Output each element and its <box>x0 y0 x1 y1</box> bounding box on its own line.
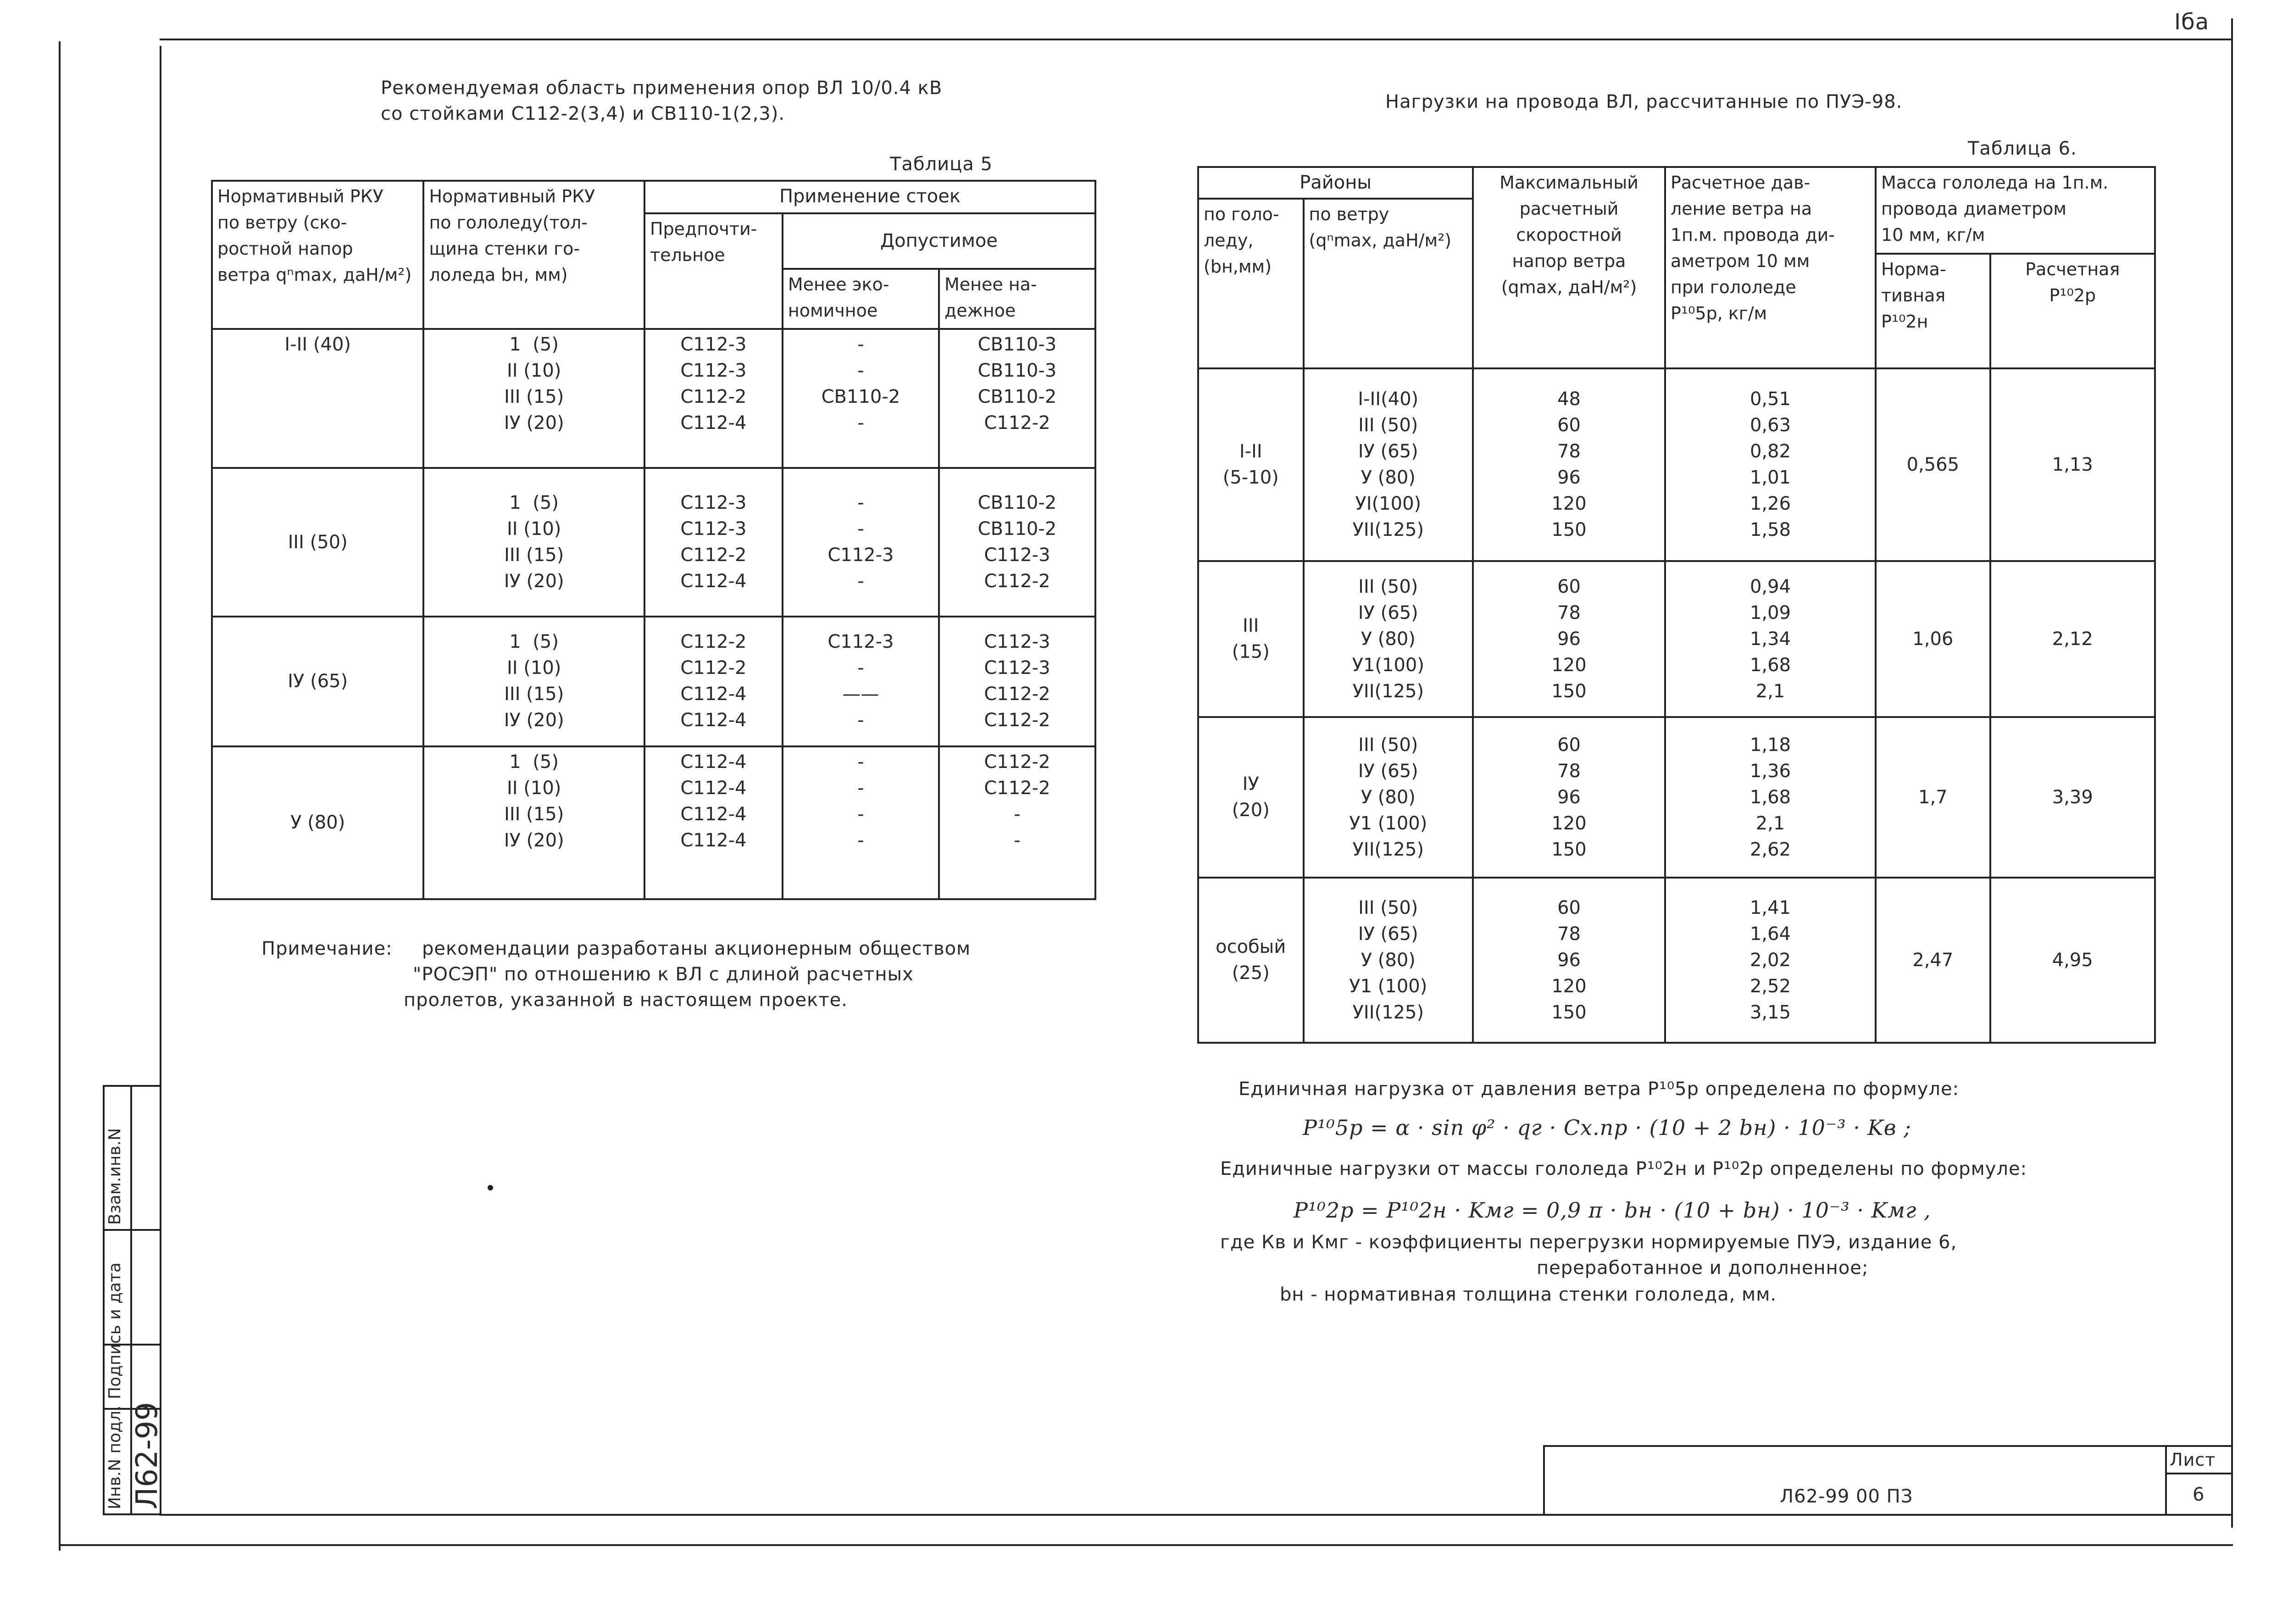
t6-row <box>1198 368 2155 561</box>
side-sign-label: Подпись и дата <box>106 1262 124 1399</box>
right-border <box>2231 18 2233 1528</box>
side-vzam-label: Взам.инв.N <box>106 1128 124 1225</box>
t5-cell-econ: С112-3 - —— - <box>783 617 939 746</box>
formula1-text: Единичная нагрузка от давления ветра P¹⁰5р определена по формуле: <box>1238 1079 1960 1100</box>
t5-cell-pref: С112-3 С112-3 С112-2 С112-4 <box>644 329 783 468</box>
t5-cell-ice: 1 (5) II (10) III (15) IУ (20) <box>423 329 644 468</box>
t5-cell-wind: У (80) <box>212 746 423 899</box>
t6-header-wind: по ветру (qⁿmax, даН/м²) <box>1304 199 1473 368</box>
right-heading: Нагрузки на провода ВЛ, рассчитанные по ПУЭ-98. <box>1385 91 1903 112</box>
t6-cell-calc: 3,39 <box>1990 717 2155 878</box>
table5-label: Таблица 5 <box>890 154 993 175</box>
t6-cell-press: 1,41 1,64 2,02 2,52 3,15 <box>1665 878 1876 1043</box>
t5-cell-pref: С112-4 С112-4 С112-4 С112-4 <box>644 746 783 899</box>
t6-header-calc: Расчетная P¹⁰2р <box>1990 254 2155 368</box>
stamp-doc-code: Л62-99 00 ПЗ <box>1780 1486 1913 1507</box>
stray-dot <box>488 1185 493 1190</box>
t6-row <box>1198 561 2155 717</box>
t5-row <box>212 617 1095 746</box>
t6-cell-wind: I-II(40) III (50) IУ (65) У (80) УI(100) УII(125) <box>1304 368 1473 561</box>
t5-cell-rel: С112-3 С112-3 С112-2 С112-2 <box>939 617 1095 746</box>
t5-cell-wind: I-II (40) <box>212 329 423 468</box>
t6-cell-calc: 2,12 <box>1990 561 2155 717</box>
t6-cell-press: 0,94 1,09 1,34 1,68 2,1 <box>1665 561 1876 717</box>
t5-cell-ice: 1 (5) II (10) III (15) IУ (20) <box>423 746 644 899</box>
t6-header-press: Расчетное дав- ление ветра на 1п.м. провода ди- аметром 10 мм при гололеде P¹⁰5р, кг/м <box>1665 167 1876 368</box>
t6-row <box>1198 878 2155 1043</box>
t6-header-max: Максимальный расчетный скоростной напор ветра (qmax, даН/м²) <box>1473 167 1665 368</box>
where-line3: bн - нормативная толщина стенки гололеда, мм. <box>1280 1284 1777 1305</box>
t5-row <box>212 746 1095 899</box>
t6-header-ice: по голо- леду, (bн,мм) <box>1198 199 1304 368</box>
t5-cell-rel: СВ110-2 СВ110-2 С112-3 С112-2 <box>939 468 1095 616</box>
t5-cell-rel: С112-2 С112-2 - - <box>939 746 1095 899</box>
note-line2: "РОСЭП" по отношению к ВЛ с длиной расчетных <box>413 964 914 985</box>
stamp-sheet-label: Лист <box>2170 1450 2216 1470</box>
t6-header-regions: Районы <box>1198 167 1473 199</box>
outer-left-border <box>59 41 61 1551</box>
t5-header-less-econ: Менее эко- номичное <box>783 269 939 329</box>
table6-label: Таблица 6. <box>1968 138 2077 159</box>
stamp-divider <box>2165 1445 2167 1514</box>
t5-cell-rel: СВ110-3 СВ110-3 СВ110-2 С112-2 <box>939 329 1095 468</box>
t6-cell-ice: I-II (5-10) <box>1198 368 1304 561</box>
left-heading-line1: Рекомендуемая область применения опор ВЛ 10/0.4 кВ <box>381 78 943 99</box>
t6-cell-norm: 0,565 <box>1876 368 1990 561</box>
formula2-text: Единичные нагрузки от массы гололеда P¹⁰2н и P¹⁰2р определены по формуле: <box>1220 1158 2027 1179</box>
t5-row <box>212 329 1095 468</box>
t6-header-norm: Норма- тивная P¹⁰2н <box>1876 254 1990 368</box>
t5-cell-econ: - - - - <box>783 746 939 899</box>
t6-cell-norm: 1,7 <box>1876 717 1990 878</box>
top-border <box>160 39 2233 40</box>
t6-cell-norm: 2,47 <box>1876 878 1990 1043</box>
where-line1: где Кв и Кмг - коэффициенты перегрузки нормируемые ПУЭ, издание 6, <box>1220 1232 1957 1253</box>
t5-header-wind: Нормативный РКУ по ветру (ско- ростной напор ветра qⁿmax, даН/м²) <box>212 181 423 329</box>
corner-tab: Iба <box>2174 9 2210 35</box>
t6-cell-ice: III (15) <box>1198 561 1304 717</box>
note-label: Примечание: <box>261 938 393 959</box>
t5-cell-ice: 1 (5) II (10) III (15) IУ (20) <box>423 468 644 616</box>
t6-cell-wind: III (50) IУ (65) У (80) У1 (100) УII(125) <box>1304 878 1473 1043</box>
t6-row <box>1198 717 2155 878</box>
formula2: P¹⁰2р = P¹⁰2н · Kмг = 0,9 π · bн · (10 + bн) · 10⁻³ · Kмг , <box>1294 1198 1931 1223</box>
where-line2: переработанное и дополненное; <box>1537 1257 1869 1279</box>
t6-cell-ice: IУ (20) <box>1198 717 1304 878</box>
t6-cell-max: 60 78 96 120 150 <box>1473 717 1665 878</box>
table-6 <box>1197 166 2156 1044</box>
t5-header-allowed: Допустимое <box>783 213 1095 269</box>
t6-cell-max: 60 78 96 120 150 <box>1473 878 1665 1043</box>
side-inv-label: Инв.N подл. <box>106 1405 124 1509</box>
t5-cell-wind: IУ (65) <box>212 617 423 746</box>
t5-cell-econ: - - СВ110-2 - <box>783 329 939 468</box>
t5-row <box>212 468 1095 616</box>
t5-cell-pref: С112-3 С112-3 С112-2 С112-4 <box>644 468 783 616</box>
formula1: P¹⁰5р = α · sin φ² · qг · Cx.пр · (10 + 2 bн) · 10⁻³ · Kв ; <box>1303 1115 1911 1140</box>
note-line3: пролетов, указанной в настоящем проекте. <box>404 990 848 1011</box>
t6-cell-press: 0,51 0,63 0,82 1,01 1,26 1,58 <box>1665 368 1876 561</box>
t6-cell-calc: 1,13 <box>1990 368 2155 561</box>
t5-header-less-rel: Менее на- дежное <box>939 269 1095 329</box>
t6-cell-wind: III (50) IУ (65) У (80) У1 (100) УII(125) <box>1304 717 1473 878</box>
table-5 <box>211 180 1096 900</box>
t5-cell-pref: С112-2 С112-2 С112-4 С112-4 <box>644 617 783 746</box>
t6-cell-press: 1,18 1,36 1,68 2,1 2,62 <box>1665 717 1876 878</box>
t6-header-mass: Масса гололеда на 1п.м. провода диаметром 10 мм, кг/м <box>1876 167 2155 254</box>
t5-cell-wind: III (50) <box>212 468 423 616</box>
left-heading-line2: со стойками С112-2(3,4) и СВ110-1(2,3). <box>381 103 785 124</box>
t6-cell-max: 48 60 78 96 120 150 <box>1473 368 1665 561</box>
t5-cell-econ: - - С112-3 - <box>783 468 939 616</box>
t6-cell-max: 60 78 96 120 150 <box>1473 561 1665 717</box>
t6-cell-wind: III (50) IУ (65) У (80) У1(100) УII(125) <box>1304 561 1473 717</box>
t6-cell-calc: 4,95 <box>1990 878 2155 1043</box>
t5-header-ice: Нормативный РКУ по гололеду(тол- щина стенки го- лоледа bн, мм) <box>423 181 644 329</box>
t6-cell-norm: 1,06 <box>1876 561 1990 717</box>
stamp-sheet-number: 6 <box>2193 1484 2205 1505</box>
bottom-outer-border <box>59 1544 2233 1546</box>
t5-header-apply: Применение стоек <box>644 181 1095 213</box>
side-code: Л62-99 <box>130 1402 164 1509</box>
t5-cell-ice: 1 (5) II (10) III (15) IУ (20) <box>423 617 644 746</box>
note-line1: рекомендации разработаны акционерным обществом <box>422 938 971 959</box>
stamp-sheet-divider <box>2165 1473 2231 1474</box>
t6-cell-ice: особый (25) <box>1198 878 1304 1043</box>
t5-header-pref: Предпочти- тельное <box>644 213 783 329</box>
